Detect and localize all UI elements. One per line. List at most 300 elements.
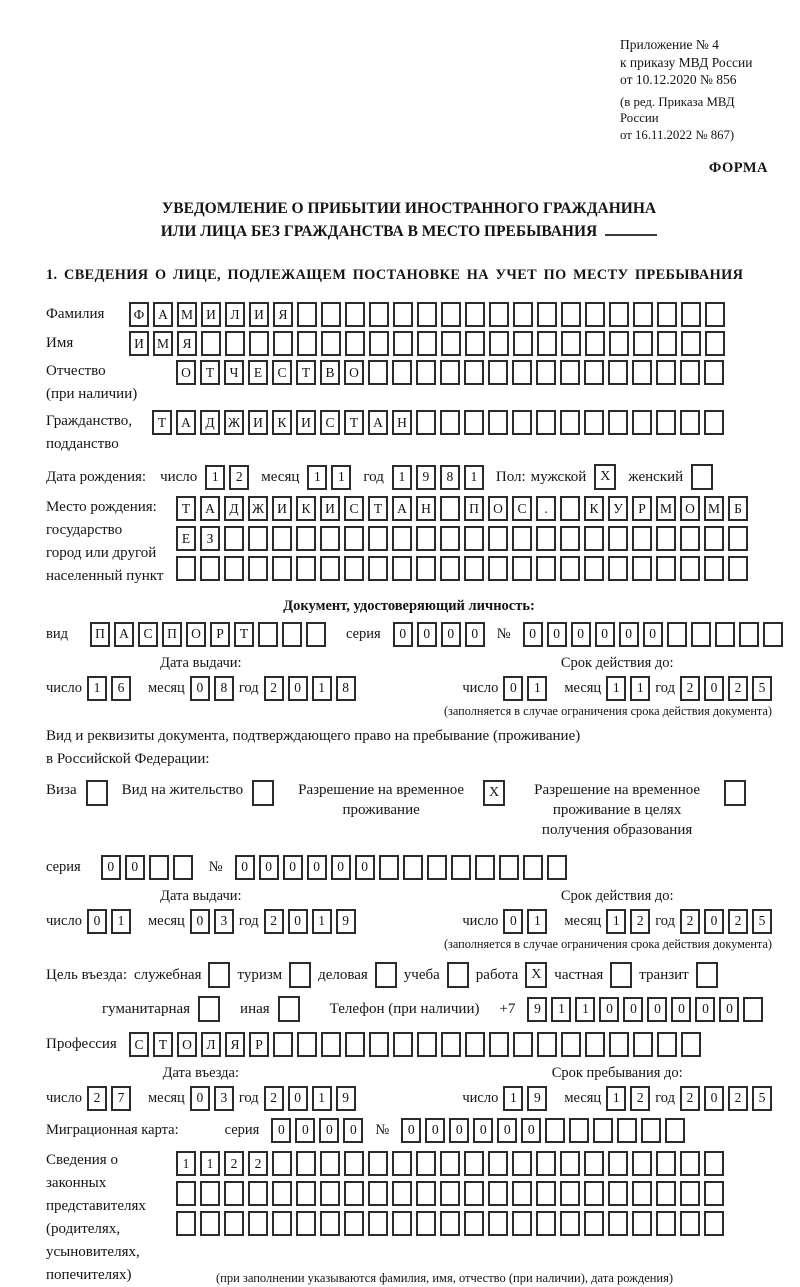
form-cell[interactable]: 0 — [259, 855, 279, 880]
checkbox-purpose-work[interactable]: X — [525, 962, 547, 988]
form-cell[interactable] — [440, 1151, 460, 1176]
form-cell[interactable]: Н — [416, 496, 436, 521]
form-cell[interactable]: Д — [200, 410, 220, 435]
form-cell[interactable] — [320, 526, 340, 551]
form-cell[interactable] — [345, 331, 365, 356]
form-cell[interactable]: А — [153, 302, 173, 327]
form-cell[interactable] — [272, 1151, 292, 1176]
form-cell[interactable]: 0 — [643, 622, 663, 647]
form-cell[interactable] — [441, 331, 461, 356]
form-cell[interactable] — [560, 526, 580, 551]
form-cell[interactable] — [608, 1151, 628, 1176]
form-cell[interactable]: 1 — [575, 997, 595, 1022]
form-cell[interactable]: С — [320, 410, 340, 435]
form-cell[interactable] — [393, 1032, 413, 1057]
form-cell[interactable] — [225, 331, 245, 356]
form-cell[interactable]: У — [608, 496, 628, 521]
form-cell[interactable]: А — [392, 496, 412, 521]
form-cell[interactable]: А — [200, 496, 220, 521]
form-cell[interactable] — [465, 331, 485, 356]
form-cell[interactable] — [297, 331, 317, 356]
checkbox-purpose-humanitarian[interactable] — [198, 996, 220, 1022]
form-cell[interactable] — [704, 360, 724, 385]
form-cell[interactable]: Т — [152, 410, 172, 435]
form-cell[interactable]: И — [248, 410, 268, 435]
form-cell[interactable]: 2 — [680, 676, 700, 701]
form-cell[interactable]: 0 — [503, 676, 523, 701]
form-cell[interactable] — [523, 855, 543, 880]
form-cell[interactable] — [545, 1118, 565, 1143]
form-cell[interactable] — [392, 1211, 412, 1236]
issue-day-cells[interactable] — [87, 909, 131, 934]
form-cell[interactable]: 0 — [465, 622, 485, 647]
form-cell[interactable]: 0 — [704, 909, 724, 934]
form-cell[interactable] — [680, 1211, 700, 1236]
doc-number-cells[interactable] — [523, 622, 783, 647]
form-cell[interactable]: 1 — [527, 676, 547, 701]
form-cell[interactable]: 1 — [527, 909, 547, 934]
form-cell[interactable]: 0 — [595, 622, 615, 647]
form-cell[interactable]: 0 — [599, 997, 619, 1022]
form-cell[interactable]: 6 — [111, 676, 131, 701]
issue-day-cells[interactable] — [87, 676, 131, 701]
form-cell[interactable] — [368, 1181, 388, 1206]
form-cell[interactable]: К — [272, 410, 292, 435]
form-cell[interactable]: 8 — [214, 676, 234, 701]
profession-cells[interactable] — [129, 1032, 701, 1057]
form-cell[interactable] — [344, 556, 364, 581]
form-cell[interactable]: 1 — [312, 1086, 332, 1111]
form-cell[interactable]: 1 — [312, 676, 332, 701]
given-name-cells[interactable] — [129, 331, 725, 356]
form-cell[interactable] — [369, 331, 389, 356]
form-cell[interactable] — [272, 526, 292, 551]
form-cell[interactable] — [368, 556, 388, 581]
form-cell[interactable]: 2 — [264, 1086, 284, 1111]
form-cell[interactable] — [488, 526, 508, 551]
form-cell[interactable] — [536, 1151, 556, 1176]
form-cell[interactable] — [633, 1032, 653, 1057]
form-cell[interactable] — [512, 360, 532, 385]
form-cell[interactable] — [393, 331, 413, 356]
form-cell[interactable]: Я — [225, 1032, 245, 1057]
form-cell[interactable] — [417, 331, 437, 356]
form-cell[interactable] — [513, 302, 533, 327]
form-cell[interactable]: 9 — [336, 909, 356, 934]
form-cell[interactable] — [224, 556, 244, 581]
form-cell[interactable] — [537, 331, 557, 356]
form-cell[interactable] — [320, 1151, 340, 1176]
form-cell[interactable] — [656, 360, 676, 385]
form-cell[interactable] — [513, 331, 533, 356]
form-cell[interactable] — [368, 1211, 388, 1236]
form-cell[interactable] — [392, 526, 412, 551]
form-cell[interactable] — [632, 1211, 652, 1236]
form-cell[interactable]: 0 — [571, 622, 591, 647]
surname-cells[interactable] — [129, 302, 725, 327]
form-cell[interactable] — [609, 331, 629, 356]
form-cell[interactable] — [416, 1151, 436, 1176]
form-cell[interactable]: 0 — [393, 622, 413, 647]
form-cell[interactable]: 1 — [606, 909, 626, 934]
form-cell[interactable] — [440, 1181, 460, 1206]
form-cell[interactable] — [656, 410, 676, 435]
form-cell[interactable]: 0 — [704, 1086, 724, 1111]
form-cell[interactable] — [427, 855, 447, 880]
form-cell[interactable] — [464, 1211, 484, 1236]
form-cell[interactable]: Я — [177, 331, 197, 356]
form-cell[interactable] — [536, 526, 556, 551]
form-cell[interactable] — [345, 302, 365, 327]
form-cell[interactable] — [561, 331, 581, 356]
form-cell[interactable] — [441, 302, 461, 327]
checkbox-male[interactable]: X — [594, 464, 616, 490]
form-cell[interactable]: 0 — [503, 909, 523, 934]
form-cell[interactable]: 2 — [728, 676, 748, 701]
form-cell[interactable]: 0 — [401, 1118, 421, 1143]
form-cell[interactable] — [440, 360, 460, 385]
form-cell[interactable]: 5 — [752, 909, 772, 934]
form-cell[interactable]: Ж — [224, 410, 244, 435]
form-cell[interactable]: Б — [728, 496, 748, 521]
form-cell[interactable] — [560, 360, 580, 385]
form-cell[interactable]: С — [272, 360, 292, 385]
form-cell[interactable]: Я — [273, 302, 293, 327]
legal-cells-row1[interactable] — [176, 1151, 724, 1176]
form-cell[interactable] — [680, 556, 700, 581]
expiry-day-cells[interactable] — [503, 909, 547, 934]
form-cell[interactable] — [368, 360, 388, 385]
form-cell[interactable] — [282, 622, 302, 647]
form-cell[interactable] — [681, 1032, 701, 1057]
form-cell[interactable]: С — [512, 496, 532, 521]
form-cell[interactable] — [560, 556, 580, 581]
form-cell[interactable]: С — [344, 496, 364, 521]
form-cell[interactable] — [392, 556, 412, 581]
form-cell[interactable]: 0 — [547, 622, 567, 647]
expiry-year-cells[interactable] — [680, 676, 772, 701]
form-cell[interactable] — [440, 410, 460, 435]
form-cell[interactable] — [632, 410, 652, 435]
citizenship-cells[interactable] — [152, 410, 724, 435]
form-cell[interactable]: 0 — [521, 1118, 541, 1143]
form-cell[interactable] — [249, 331, 269, 356]
entry-year-cells[interactable] — [264, 1086, 356, 1111]
form-cell[interactable] — [632, 556, 652, 581]
form-cell[interactable] — [667, 622, 687, 647]
doc-series-cells[interactable] — [393, 622, 485, 647]
form-cell[interactable]: Е — [176, 526, 196, 551]
form-cell[interactable] — [704, 1181, 724, 1206]
form-cell[interactable]: Д — [224, 496, 244, 521]
form-cell[interactable] — [416, 526, 436, 551]
form-cell[interactable] — [560, 1181, 580, 1206]
form-cell[interactable] — [296, 526, 316, 551]
checkbox-female[interactable] — [691, 464, 713, 490]
form-cell[interactable]: 0 — [125, 855, 145, 880]
patronymic-cells[interactable] — [176, 360, 724, 385]
form-cell[interactable]: 0 — [497, 1118, 517, 1143]
form-cell[interactable] — [560, 1151, 580, 1176]
checkbox-purpose-business[interactable] — [375, 962, 397, 988]
checkbox-temp-permit[interactable]: X — [483, 780, 505, 806]
form-cell[interactable]: И — [249, 302, 269, 327]
form-cell[interactable]: 0 — [283, 855, 303, 880]
form-cell[interactable]: Т — [234, 622, 254, 647]
form-cell[interactable] — [561, 302, 581, 327]
form-cell[interactable] — [656, 1151, 676, 1176]
form-cell[interactable] — [344, 1211, 364, 1236]
form-cell[interactable] — [321, 302, 341, 327]
form-cell[interactable]: 9 — [527, 997, 547, 1022]
form-cell[interactable] — [224, 526, 244, 551]
form-cell[interactable]: 2 — [248, 1151, 268, 1176]
form-cell[interactable]: А — [368, 410, 388, 435]
birth-day-cells[interactable] — [205, 465, 249, 490]
form-cell[interactable] — [344, 526, 364, 551]
form-cell[interactable]: 0 — [288, 909, 308, 934]
form-cell[interactable] — [632, 1181, 652, 1206]
form-cell[interactable] — [465, 1032, 485, 1057]
form-cell[interactable]: 0 — [295, 1118, 315, 1143]
form-cell[interactable] — [743, 997, 763, 1022]
form-cell[interactable] — [608, 556, 628, 581]
form-cell[interactable]: 0 — [441, 622, 461, 647]
checkbox-purpose-private[interactable] — [610, 962, 632, 988]
form-cell[interactable] — [201, 331, 221, 356]
form-cell[interactable]: 0 — [343, 1118, 363, 1143]
form-cell[interactable]: 0 — [623, 997, 643, 1022]
checkbox-purpose-transit[interactable] — [696, 962, 718, 988]
form-cell[interactable]: И — [320, 496, 340, 521]
form-cell[interactable] — [584, 1151, 604, 1176]
form-cell[interactable]: 0 — [235, 855, 255, 880]
form-cell[interactable]: О — [177, 1032, 197, 1057]
form-cell[interactable] — [149, 855, 169, 880]
form-cell[interactable]: 1 — [176, 1151, 196, 1176]
form-cell[interactable]: 5 — [752, 1086, 772, 1111]
form-cell[interactable]: Н — [392, 410, 412, 435]
birth-place-cells-row2[interactable] — [176, 526, 748, 551]
form-cell[interactable]: Т — [153, 1032, 173, 1057]
form-cell[interactable]: Ч — [224, 360, 244, 385]
form-cell[interactable]: 0 — [425, 1118, 445, 1143]
form-cell[interactable] — [739, 622, 759, 647]
form-cell[interactable]: 0 — [307, 855, 327, 880]
form-cell[interactable] — [680, 360, 700, 385]
form-cell[interactable]: 1 — [464, 465, 484, 490]
form-cell[interactable] — [416, 410, 436, 435]
form-cell[interactable] — [488, 556, 508, 581]
form-cell[interactable]: 1 — [111, 909, 131, 934]
form-cell[interactable] — [417, 302, 437, 327]
form-cell[interactable] — [608, 410, 628, 435]
form-cell[interactable] — [641, 1118, 661, 1143]
form-cell[interactable] — [464, 556, 484, 581]
form-cell[interactable]: 2 — [87, 1086, 107, 1111]
checkbox-purpose-official[interactable] — [208, 962, 230, 988]
form-cell[interactable] — [593, 1118, 613, 1143]
form-cell[interactable] — [665, 1118, 685, 1143]
issue-month-cells[interactable] — [190, 676, 234, 701]
form-cell[interactable] — [633, 302, 653, 327]
form-cell[interactable] — [464, 410, 484, 435]
form-cell[interactable]: П — [464, 496, 484, 521]
form-cell[interactable]: О — [176, 360, 196, 385]
form-cell[interactable]: . — [536, 496, 556, 521]
birth-place-cells-row3[interactable] — [176, 556, 748, 581]
form-cell[interactable]: А — [176, 410, 196, 435]
form-cell[interactable]: Т — [368, 496, 388, 521]
form-cell[interactable] — [273, 331, 293, 356]
form-cell[interactable] — [585, 1032, 605, 1057]
form-cell[interactable] — [704, 410, 724, 435]
form-cell[interactable]: 2 — [229, 465, 249, 490]
form-cell[interactable] — [584, 556, 604, 581]
form-cell[interactable] — [488, 1151, 508, 1176]
form-cell[interactable] — [248, 1211, 268, 1236]
form-cell[interactable] — [499, 855, 519, 880]
form-cell[interactable] — [416, 1211, 436, 1236]
form-cell[interactable]: Т — [176, 496, 196, 521]
form-cell[interactable] — [379, 855, 399, 880]
issue-year-cells[interactable] — [264, 909, 356, 934]
form-cell[interactable]: 7 — [111, 1086, 131, 1111]
form-cell[interactable] — [632, 526, 652, 551]
form-cell[interactable]: О — [186, 622, 206, 647]
form-cell[interactable]: 2 — [224, 1151, 244, 1176]
form-cell[interactable] — [656, 526, 676, 551]
form-cell[interactable] — [656, 556, 676, 581]
form-cell[interactable]: М — [704, 496, 724, 521]
form-cell[interactable] — [584, 1211, 604, 1236]
form-cell[interactable]: Р — [249, 1032, 269, 1057]
form-cell[interactable]: 2 — [630, 909, 650, 934]
form-cell[interactable]: 9 — [416, 465, 436, 490]
form-cell[interactable]: 3 — [214, 1086, 234, 1111]
form-cell[interactable]: С — [138, 622, 158, 647]
form-cell[interactable] — [705, 331, 725, 356]
birth-place-cells-row1[interactable] — [176, 496, 748, 521]
form-cell[interactable] — [297, 302, 317, 327]
form-cell[interactable]: И — [296, 410, 316, 435]
form-cell[interactable] — [248, 556, 268, 581]
form-cell[interactable] — [560, 496, 580, 521]
form-cell[interactable] — [584, 410, 604, 435]
form-cell[interactable]: 2 — [728, 909, 748, 934]
form-cell[interactable] — [273, 1032, 293, 1057]
form-cell[interactable] — [657, 331, 677, 356]
form-cell[interactable] — [200, 1211, 220, 1236]
form-cell[interactable] — [715, 622, 735, 647]
form-cell[interactable] — [681, 302, 701, 327]
checkbox-edu-permit[interactable] — [724, 780, 746, 806]
form-cell[interactable]: 0 — [190, 676, 210, 701]
form-cell[interactable] — [691, 622, 711, 647]
form-cell[interactable] — [657, 1032, 677, 1057]
checkbox-purpose-study[interactable] — [447, 962, 469, 988]
form-cell[interactable] — [512, 556, 532, 581]
residence-series-cells[interactable] — [101, 855, 193, 880]
expiry-month-cells[interactable] — [606, 676, 650, 701]
form-cell[interactable] — [272, 556, 292, 581]
form-cell[interactable] — [392, 360, 412, 385]
form-cell[interactable]: Л — [201, 1032, 221, 1057]
form-cell[interactable]: 2 — [680, 1086, 700, 1111]
form-cell[interactable] — [248, 526, 268, 551]
checkbox-visa[interactable] — [86, 780, 108, 806]
form-cell[interactable]: 0 — [417, 622, 437, 647]
form-cell[interactable] — [489, 331, 509, 356]
checkbox-purpose-other[interactable] — [278, 996, 300, 1022]
form-cell[interactable] — [513, 1032, 533, 1057]
form-cell[interactable]: Т — [200, 360, 220, 385]
form-cell[interactable]: 0 — [523, 622, 543, 647]
form-cell[interactable] — [441, 1032, 461, 1057]
form-cell[interactable]: 1 — [87, 676, 107, 701]
form-cell[interactable]: 0 — [101, 855, 121, 880]
form-cell[interactable] — [464, 1181, 484, 1206]
form-cell[interactable] — [258, 622, 278, 647]
form-cell[interactable]: Ф — [129, 302, 149, 327]
form-cell[interactable] — [608, 1211, 628, 1236]
stay-year-cells[interactable] — [680, 1086, 772, 1111]
form-cell[interactable] — [584, 1181, 604, 1206]
legal-cells-row3[interactable] — [176, 1211, 724, 1236]
form-cell[interactable] — [705, 302, 725, 327]
form-cell[interactable] — [248, 1181, 268, 1206]
form-cell[interactable]: Р — [210, 622, 230, 647]
form-cell[interactable] — [224, 1211, 244, 1236]
form-cell[interactable] — [704, 526, 724, 551]
form-cell[interactable] — [536, 1211, 556, 1236]
form-cell[interactable] — [512, 1151, 532, 1176]
form-cell[interactable]: 0 — [288, 676, 308, 701]
form-cell[interactable] — [440, 526, 460, 551]
form-cell[interactable] — [585, 302, 605, 327]
form-cell[interactable] — [617, 1118, 637, 1143]
form-cell[interactable]: И — [129, 331, 149, 356]
form-cell[interactable]: 2 — [630, 1086, 650, 1111]
form-cell[interactable] — [368, 1151, 388, 1176]
form-cell[interactable]: 2 — [264, 676, 284, 701]
form-cell[interactable]: 0 — [190, 909, 210, 934]
entry-month-cells[interactable] — [190, 1086, 234, 1111]
form-cell[interactable] — [393, 302, 413, 327]
form-cell[interactable] — [680, 1181, 700, 1206]
form-cell[interactable]: 2 — [264, 909, 284, 934]
form-cell[interactable]: О — [344, 360, 364, 385]
form-cell[interactable] — [416, 360, 436, 385]
form-cell[interactable]: 1 — [606, 1086, 626, 1111]
form-cell[interactable] — [403, 855, 423, 880]
form-cell[interactable] — [416, 556, 436, 581]
form-cell[interactable] — [608, 1181, 628, 1206]
form-cell[interactable]: 8 — [336, 676, 356, 701]
form-cell[interactable] — [609, 1032, 629, 1057]
form-cell[interactable]: 0 — [473, 1118, 493, 1143]
form-cell[interactable] — [536, 1181, 556, 1206]
form-cell[interactable] — [512, 410, 532, 435]
form-cell[interactable] — [560, 1211, 580, 1236]
form-cell[interactable]: 0 — [319, 1118, 339, 1143]
form-cell[interactable] — [392, 1181, 412, 1206]
issue-year-cells[interactable] — [264, 676, 356, 701]
form-cell[interactable] — [488, 410, 508, 435]
form-cell[interactable] — [272, 1181, 292, 1206]
entry-day-cells[interactable] — [87, 1086, 131, 1111]
form-cell[interactable]: К — [584, 496, 604, 521]
